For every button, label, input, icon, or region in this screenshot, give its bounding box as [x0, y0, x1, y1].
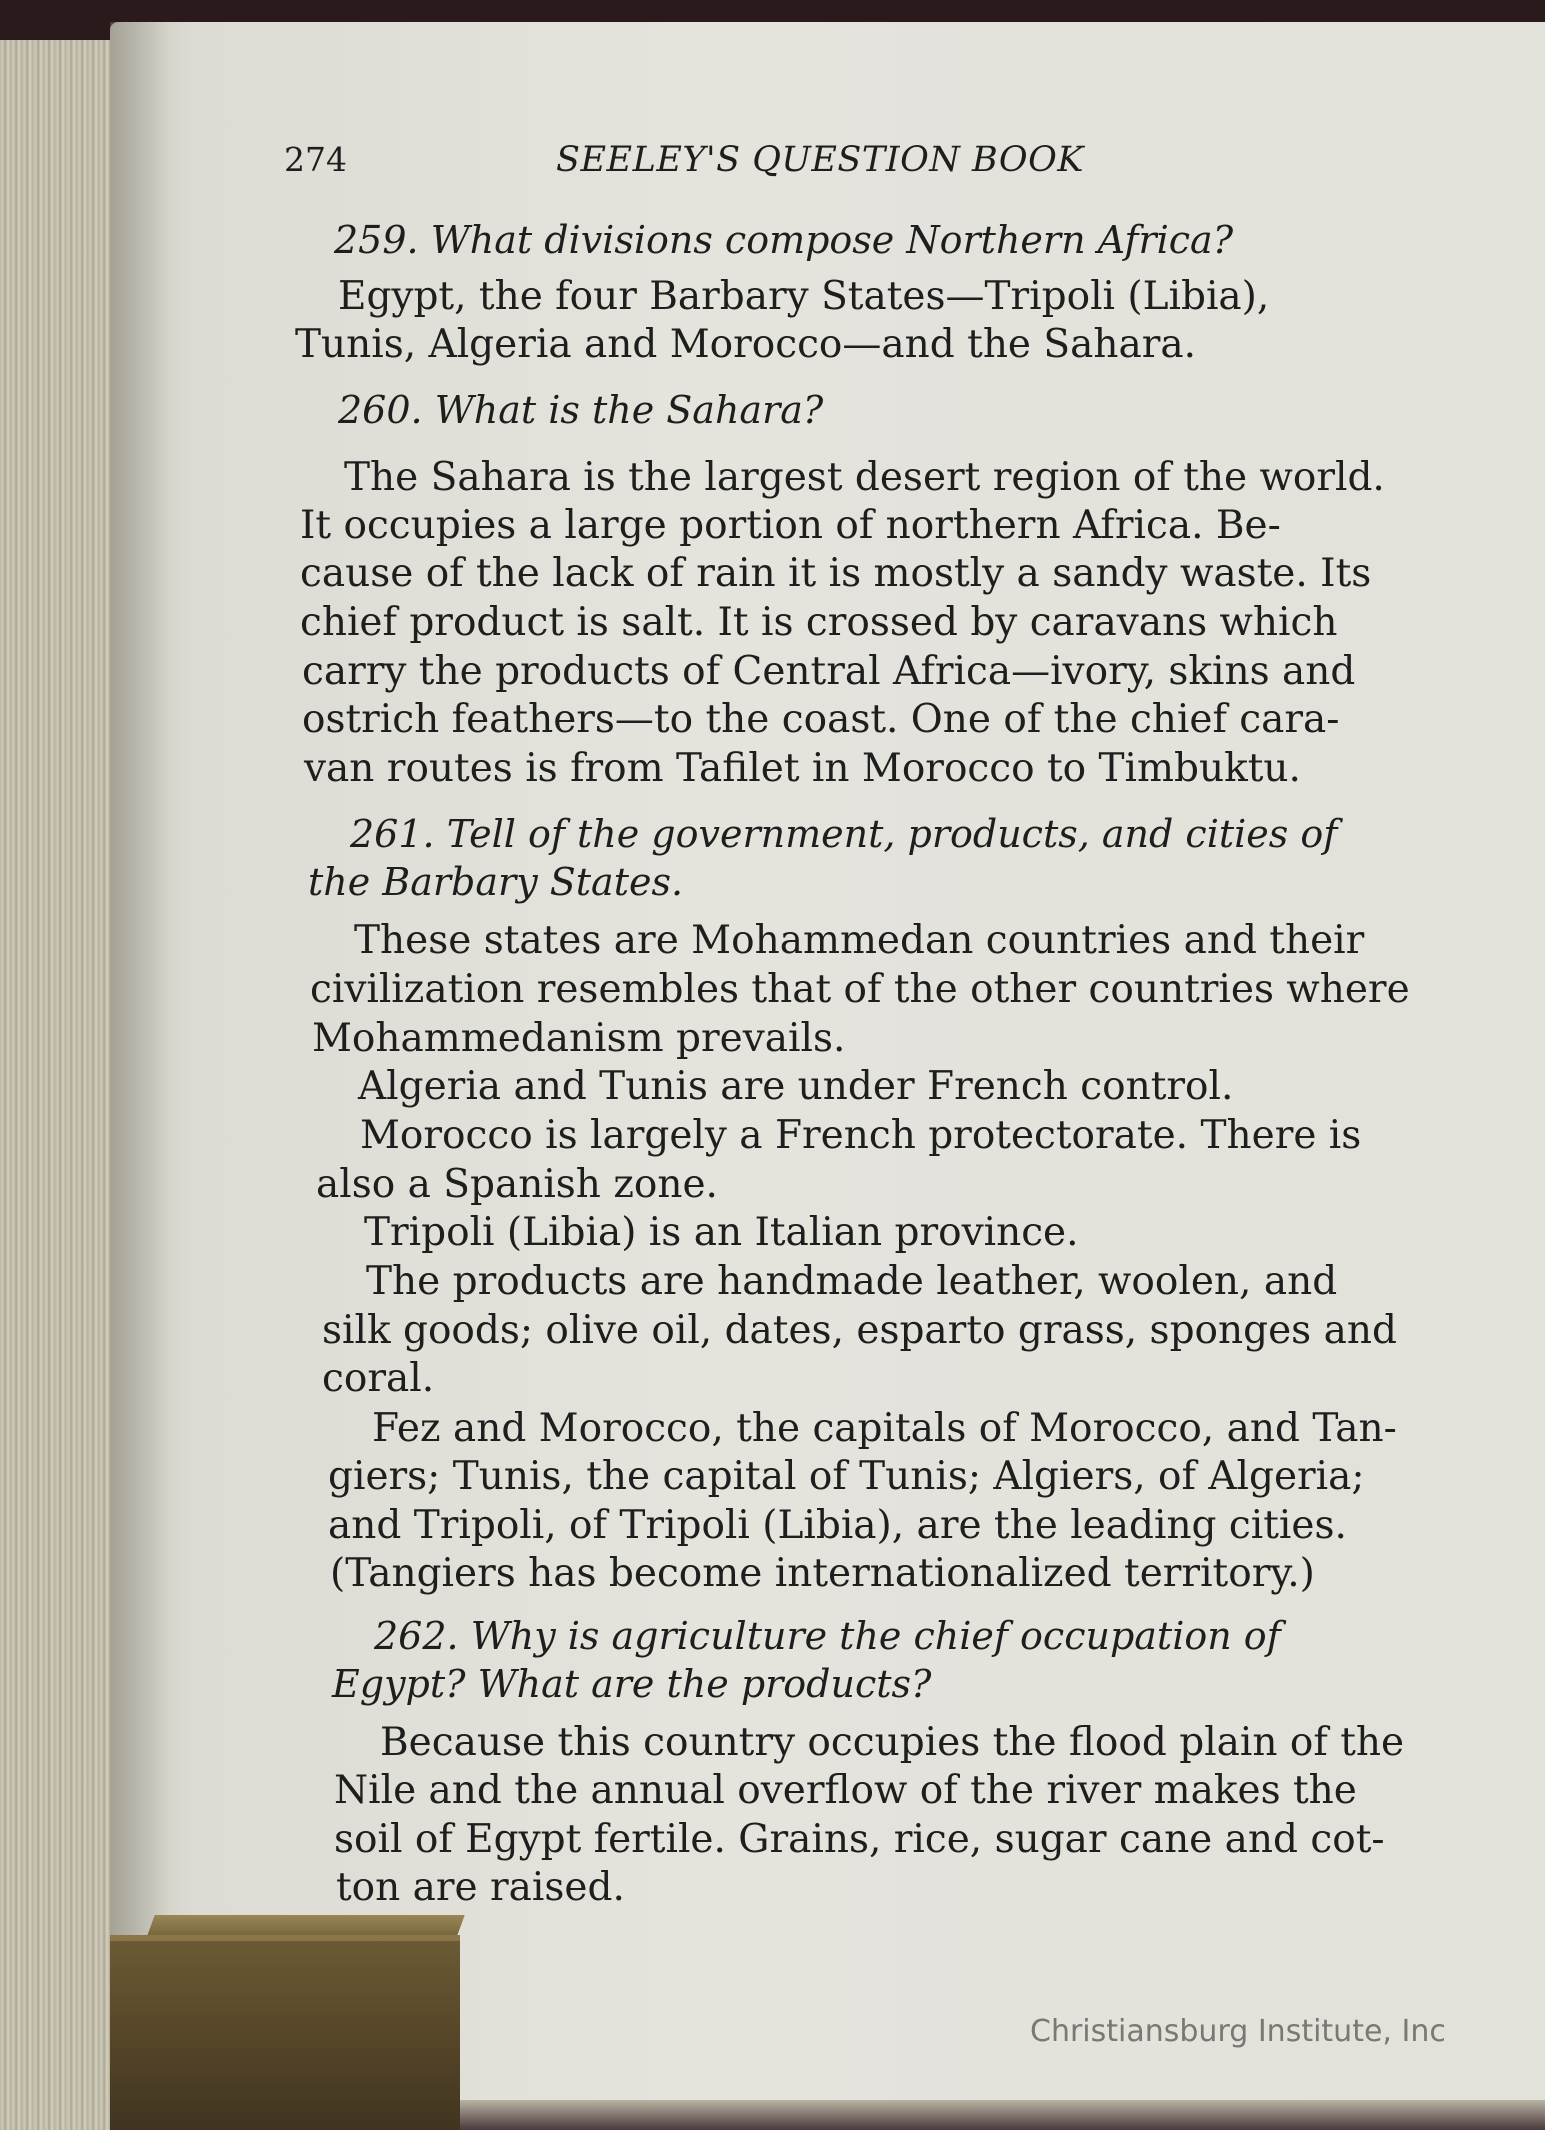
answer-261-line-6: also a Spanish zone. [316, 1162, 718, 1207]
answer-261-line-7: Tripoli (Libia) is an Italian province. [364, 1210, 1079, 1255]
answer-262-line-4: ton are raised. [336, 1865, 625, 1910]
page-number: 274 [284, 140, 347, 179]
question-261-line-1: 261. Tell of the government, products, and cities of [350, 812, 1338, 856]
question-261-line-2: the Barbary States. [308, 860, 684, 904]
answer-260-line-5: carry the products of Central Africa—ivory, skins and [302, 649, 1356, 694]
answer-261-line-3: Mohammedanism prevails. [312, 1016, 846, 1061]
answer-260-line-3: cause of the lack of rain it is mostly a sandy waste. Its [300, 551, 1372, 596]
answer-261-line-1: These states are Mohammedan countries and their [354, 918, 1365, 963]
answer-261-line-2: civilization resembles that of the other countries where [310, 967, 1410, 1012]
answer-260-line-2: It occupies a large portion of northern Africa. Be- [300, 503, 1281, 548]
answer-262-line-1: Because this country occupies the flood plain of the [380, 1720, 1405, 1765]
answer-261-line-14: (Tangiers has become internationalized territory.) [330, 1551, 1315, 1596]
answer-261-line-10: coral. [322, 1356, 435, 1401]
answer-260-line-1: The Sahara is the largest desert region of the world. [344, 455, 1385, 500]
question-259: 259. What divisions compose Northern Africa? [334, 218, 1234, 262]
answer-259-line-2: Tunis, Algeria and Morocco—and the Sahara. [295, 322, 1197, 367]
question-262-line-1: 262. Why is agriculture the chief occupation of [374, 1614, 1281, 1658]
watermark: Christiansburg Institute, Inc [1030, 2014, 1446, 2049]
answer-262-line-2: Nile and the annual overflow of the river makes the [334, 1768, 1357, 1813]
page-bottom-edge [460, 2100, 1545, 2130]
running-title: SEELEY'S QUESTION BOOK [556, 140, 1084, 180]
answer-261-line-9: silk goods; olive oil, dates, esparto grass, sponges and [322, 1308, 1397, 1353]
answer-261-line-4: Algeria and Tunis are under French control. [358, 1064, 1234, 1109]
gutter-shade [110, 22, 170, 2130]
answer-259-line-1: Egypt, the four Barbary States—Tripoli (Libia), [338, 274, 1270, 319]
question-262-line-2: Egypt? What are the products? [332, 1662, 932, 1706]
answer-261-line-8: The products are handmade leather, woolen, and [366, 1259, 1338, 1304]
answer-261-line-13: and Tripoli, of Tripoli (Libia), are the leading cities. [328, 1503, 1347, 1548]
answer-261-line-12: giers; Tunis, the capital of Tunis; Algiers, of Algeria; [328, 1454, 1365, 1499]
answer-261-line-5: Morocco is largely a French protectorate. There is [360, 1113, 1362, 1158]
answer-262-line-3: soil of Egypt fertile. Grains, rice, sugar cane and cot- [334, 1817, 1385, 1862]
answer-260-line-7: van routes is from Tafilet in Morocco to Timbuktu. [304, 746, 1301, 791]
answer-260-line-6: ostrich feathers—to the coast. One of the chief cara- [302, 697, 1340, 742]
answer-260-line-4: chief product is salt. It is crossed by caravans which [300, 600, 1338, 645]
bookmark-object [110, 1935, 460, 2130]
question-260: 260. What is the Sahara? [338, 388, 824, 432]
answer-261-line-11: Fez and Morocco, the capitals of Morocco, and Tan- [372, 1406, 1397, 1451]
